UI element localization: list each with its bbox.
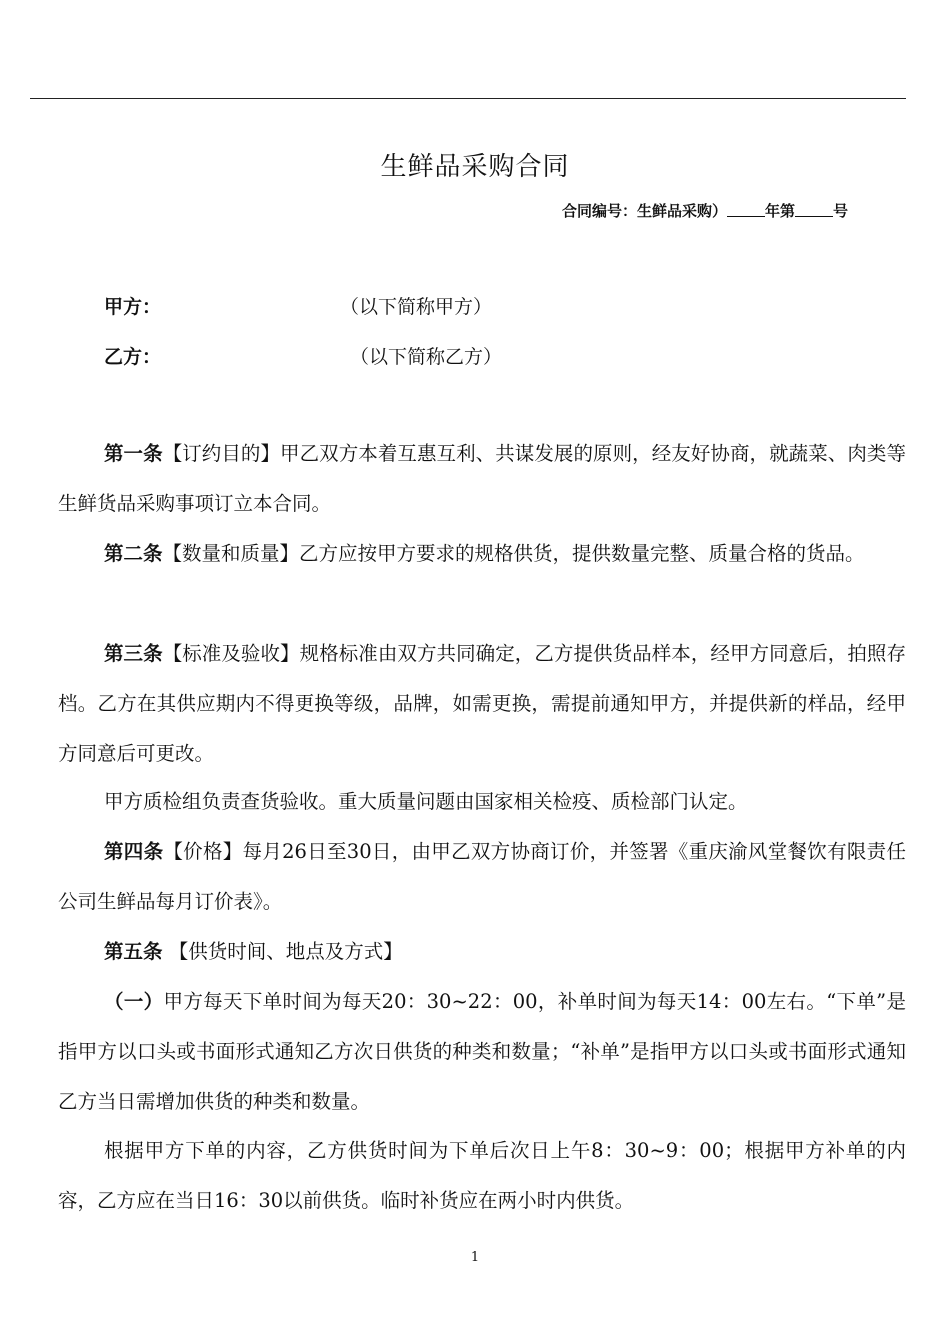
contract-no-label: 号	[833, 202, 849, 220]
clause-4	[58, 827, 906, 927]
clause-5	[58, 927, 906, 977]
party-b-note: （以下简称乙方）	[350, 346, 503, 368]
clause-3-text: 【标准及验收】规格标准由双方共同确定，乙方提供货品样本，经甲方同意后，拍照存档。乙方在其供应期内不得更换等级，品牌，如需更换，需提前通知甲方，并提供新的样品，经甲方同意后可更改。	[58, 642, 906, 765]
clause-1-heading: 第一条	[104, 442, 163, 465]
contract-number-line	[562, 200, 848, 221]
clause-5-heading: 第五条	[104, 940, 163, 963]
party-a-label: 甲方：	[104, 296, 162, 318]
clause-5-item-1-heading: （一）	[104, 990, 164, 1013]
clause-5-text: 【供货时间、地点及方式】	[162, 940, 403, 963]
clause-5-delivery: 根据甲方下单的内容，乙方供货时间为下单后次日上午8：30~9：00；根据甲方补单的内容，乙方应在当日16：30以前供货。临时补货应在两小时内供货。	[58, 1139, 906, 1212]
party-b	[104, 342, 503, 369]
document-title: 生鲜品采购合同	[380, 152, 570, 182]
page-number: 1	[470, 1250, 480, 1265]
clause-2-text: 【数量和质量】乙方应按甲方要求的规格供货，提供数量完整、质量合格的货品。	[162, 542, 865, 565]
party-b-label: 乙方：	[104, 346, 162, 368]
clause-5-item-1-text: 甲方每天下单时间为每天20：30~22：00，补单时间为每天14：00左右。“下单”是指甲方以口头或书面形式通知乙方次日供货的种类和数量；“补单”是指甲方以口头或书面形式通知乙方当日需增加供货的种类和数量。	[58, 990, 906, 1113]
clause-2	[58, 529, 906, 579]
clause-2-heading: 第二条	[104, 542, 163, 565]
clause-3-inspection: 甲方质检组负责查货验收。重大质量问题由国家相关检疫、质检部门认定。	[104, 790, 748, 813]
clause-4-heading: 第四条	[104, 840, 164, 863]
contract-year-label: 年第	[765, 202, 796, 220]
year-blank	[727, 202, 765, 217]
clause-1-text: 【订约目的】甲乙双方本着互惠互利、共谋发展的原则，经友好协商，就蔬菜、肉类等生鲜货品采购事项订立本合同。	[58, 442, 906, 515]
clause-3	[58, 629, 906, 779]
number-blank	[795, 202, 833, 217]
clause-5-item-1	[58, 977, 906, 1127]
contract-number-prefix: 合同编号：生鲜品采购）	[562, 202, 728, 220]
header-rule	[30, 98, 906, 99]
party-a	[104, 292, 493, 319]
party-a-note: （以下简称甲方）	[340, 296, 493, 318]
clause-4-text: 【价格】每月26日至30日，由甲乙双方协商订价，并签署《重庆渝风堂餐饮有限责任公司生鲜品每月订价表》。	[58, 840, 906, 913]
clause-1	[58, 429, 906, 529]
clause-3-heading: 第三条	[104, 642, 163, 665]
